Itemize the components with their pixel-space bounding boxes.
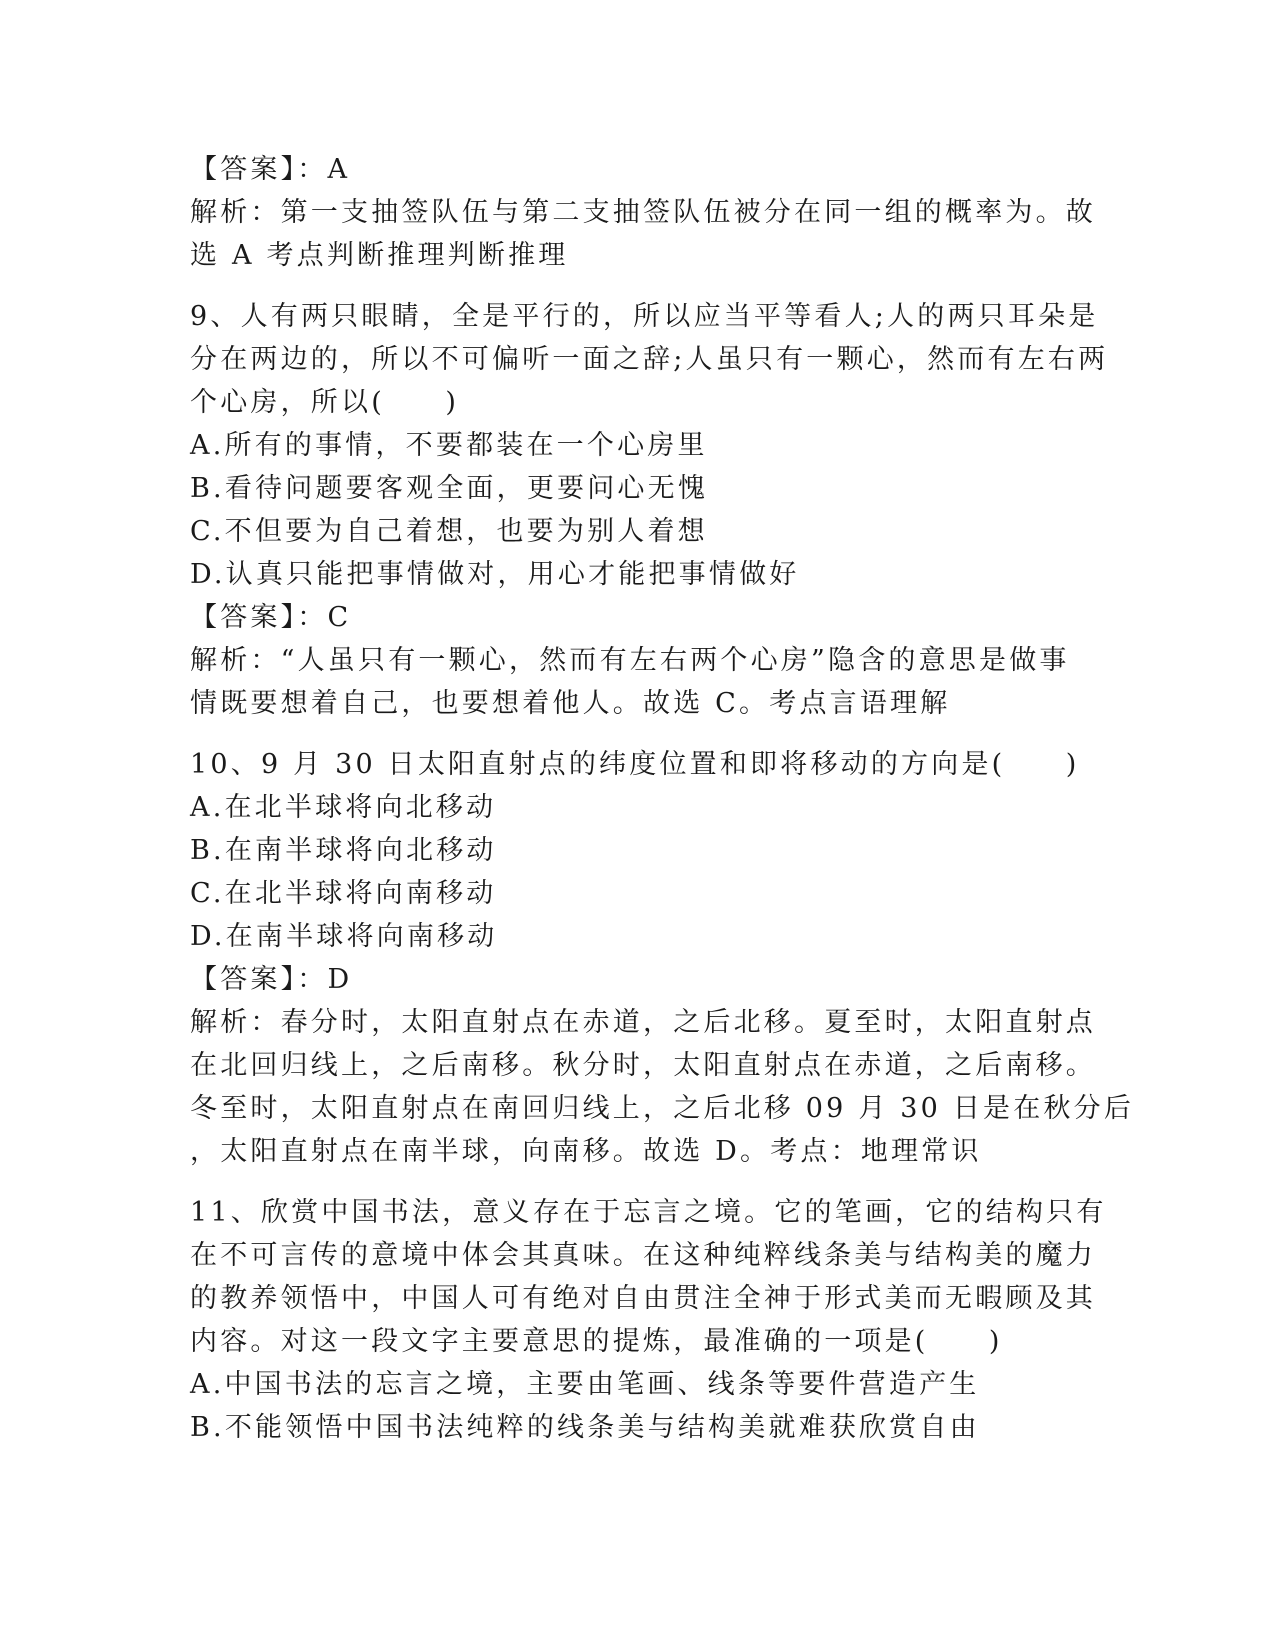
- question-text-line: 11、欣赏中国书法，意义存在于忘言之境。它的笔画，它的结构只有: [190, 1197, 1107, 1228]
- explanation-line: 选 A 考点判断推理判断推理: [190, 240, 569, 271]
- question-text-line: 在不可言传的意境中体会其真味。在这种纯粹线条美与结构美的魔力: [190, 1240, 1096, 1271]
- option-a: A.中国书法的忘言之境，主要由笔画、线条等要件营造产生: [190, 1369, 980, 1400]
- option-c: C.在北半球将向南移动: [190, 878, 497, 909]
- explanation-line: 解析：“人虽只有一颗心，然而有左右两个心房”隐含的意思是做事: [190, 645, 1070, 676]
- explanation-line: 解析：春分时，太阳直射点在赤道，之后北移。夏至时，太阳直射点: [190, 1007, 1096, 1038]
- question-text-line: 的教养领悟中，中国人可有绝对自由贯注全神于形式美而无暇顾及其: [190, 1283, 1096, 1314]
- question-text-line: 9、人有两只眼睛，全是平行的，所以应当平等看人;人的两只耳朵是: [190, 301, 1099, 332]
- question-8-answer-block: [190, 148, 1096, 277]
- option-b: B.不能领悟中国书法纯粹的线条美与结构美就难获欣赏自由: [190, 1412, 980, 1443]
- document-page: [190, 148, 1135, 1449]
- question-text-line: 个心房，所以( ): [190, 387, 460, 418]
- explanation-line: 在北回归线上，之后南移。秋分时，太阳直射点在赤道，之后南移。: [190, 1050, 1096, 1081]
- block-spacer: [190, 1173, 1090, 1191]
- option-a: A.在北半球将向北移动: [190, 792, 497, 823]
- question-text-line: 10、9 月 30 日太阳直射点的纬度位置和即将移动的方向是( ): [190, 749, 1080, 780]
- option-d: D.认真只能把事情做对，用心才能把事情做好: [190, 559, 800, 590]
- answer-label: 【答案】：A: [190, 154, 351, 185]
- option-d: D.在南半球将向南移动: [190, 921, 498, 952]
- explanation-line: 冬至时，太阳直射点在南回归线上，之后北移 09 月 30 日是在秋分后: [190, 1093, 1135, 1124]
- answer-label: 【答案】：D: [190, 964, 353, 995]
- question-9-block: [190, 295, 1109, 725]
- explanation-line: 解析：第一支抽签队伍与第二支抽签队伍被分在同一组的概率为。故: [190, 197, 1096, 228]
- option-b: B.在南半球将向北移动: [190, 835, 497, 866]
- block-spacer: [190, 277, 1090, 295]
- question-10-block: [190, 743, 1135, 1173]
- explanation-line: ，太阳直射点在南半球，向南移。故选 D。考点：地理常识: [190, 1136, 982, 1167]
- explanation-line: 情既要想着自己，也要想着他人。故选 C。考点言语理解: [190, 688, 951, 719]
- block-spacer: [190, 725, 1090, 743]
- answer-label: 【答案】：C: [190, 602, 352, 633]
- question-text-line: 分在两边的，所以不可偏听一面之辞;人虽只有一颗心，然而有左右两: [190, 344, 1109, 375]
- question-11-block: [190, 1191, 1107, 1449]
- question-text-line: 内容。对这一段文字主要意思的提炼，最准确的一项是( ): [190, 1326, 1003, 1357]
- option-a: A.所有的事情，不要都装在一个心房里: [190, 430, 708, 461]
- option-c: C.不但要为自己着想，也要为别人着想: [190, 516, 708, 547]
- option-b: B.看待问题要客观全面，更要问心无愧: [190, 473, 709, 504]
